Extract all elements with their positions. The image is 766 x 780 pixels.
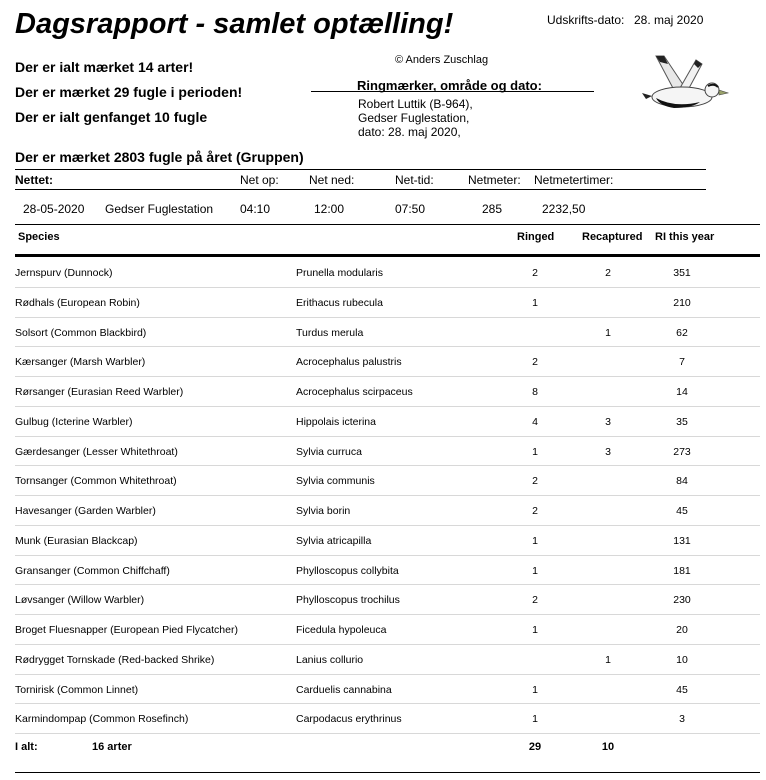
ringed-count: 1 [532,564,538,577]
latin-name: Prunella modularis [296,267,383,279]
ri-count: 84 [676,475,688,488]
total-label: I alt: [15,741,38,753]
net-time-header: Net-tid: [395,173,434,187]
ringed-count: 1 [532,445,538,458]
species-name: Jernspurv (Dunnock) [15,267,113,279]
species-name: Gulbug (Icterine Warbler) [15,415,133,428]
ringed-count: 2 [532,356,538,369]
ri-count: 45 [676,683,688,696]
latin-name: Ficedula hypoleuca [296,624,387,636]
latin-name: Carduelis cannabina [296,683,392,696]
ringed-count: 1 [532,713,538,726]
ri-count: 45 [676,505,688,517]
table-row [15,556,760,586]
ri-count: 230 [673,594,691,607]
latin-name: Sylvia communis [296,475,375,488]
ringed-count: 1 [532,624,538,636]
latin-name: Phylloscopus trochilus [296,594,400,607]
table-row [15,675,760,705]
ri-count: 273 [673,445,691,458]
year-total: Der er mærket 2803 fugle på året (Gruppen) [15,149,304,165]
divider [15,224,760,225]
latin-name: Hippolais icterina [296,415,376,428]
total-species: 16 arter [92,741,132,753]
total-recaptured: 10 [601,741,615,753]
net-up-header: Net op: [240,173,279,187]
divider [15,169,706,170]
ri-count: 20 [676,624,688,636]
recaptured-column-header: Recaptured [582,231,643,243]
divider [15,189,706,190]
ringed-column-header: Ringed [517,231,555,243]
total-ringed: 29 [528,741,542,753]
ri-count: 181 [673,564,691,577]
ri-count: 131 [673,534,691,547]
latin-name: Carpodacus erythrinus [296,713,402,726]
net-up-time: 04:10 [240,202,271,216]
table-row [15,615,760,645]
eider-duck-icon [634,50,730,114]
ri-count: 210 [673,296,691,309]
print-date-label: Udskrifts-dato: [547,13,625,27]
ri-count: 10 [676,653,688,666]
ringer-location: Gedser Fuglestation, [358,111,470,125]
ringed-count: 4 [532,415,538,428]
header-rule [15,254,760,257]
table-row [15,526,760,556]
latin-name: Acrocephalus palustris [296,356,402,369]
species-table [15,258,760,734]
ringed-count: 2 [532,475,538,488]
table-row [15,407,760,437]
net-down-header: Net ned: [309,173,355,187]
latin-name: Turdus merula [296,326,364,339]
species-name: Tornsanger (Common Whitethroat) [15,475,177,488]
recaptured-count: 3 [605,445,611,458]
species-name: Rødhals (European Robin) [15,296,140,309]
latin-name: Acrocephalus scirpaceus [296,386,413,398]
summary-recaptured: Der er ialt genfanget 10 fugle [15,109,208,125]
print-date: 28. maj 2020 [634,13,704,27]
ringer-date: dato: 28. maj 2020, [358,125,461,139]
latin-name: Sylvia atricapilla [296,534,372,547]
ri-count: 7 [679,356,685,369]
table-row [15,258,760,288]
net-meter-value: 285 [482,202,503,216]
recaptured-count: 1 [605,326,611,339]
species-name: Broget Fluesnapper (European Pied Flycatcher) [15,624,238,636]
species-name: Havesanger (Garden Warbler) [15,505,156,517]
ringed-count: 1 [532,683,538,696]
latin-name: Lanius collurio [296,653,364,666]
ri-count: 35 [676,415,688,428]
net-meter-header: Netmeter: [468,173,521,187]
species-name: Rørsanger (Eurasian Reed Warbler) [15,386,184,398]
ringed-count: 2 [532,267,538,279]
table-row [15,496,760,526]
divider [15,772,760,773]
species-name: Munk (Eurasian Blackcap) [15,534,138,547]
ri-count: 3 [679,713,685,726]
ri-column-header: RI this year [655,231,715,243]
ringed-count: 2 [532,505,538,517]
report-title: Dagsrapport - samlet optælling! [15,8,454,40]
recaptured-count: 3 [605,415,611,428]
net-down-time: 12:00 [314,202,345,216]
species-name: Gærdesanger (Lesser Whitethroat) [15,445,178,458]
recaptured-count: 2 [605,267,611,279]
table-row [15,347,760,377]
latin-name: Phylloscopus collybita [296,564,399,577]
species-name: Karmindompap (Common Rosefinch) [15,713,189,726]
table-row [15,704,760,734]
table-row [15,645,760,675]
species-name: Gransanger (Common Chiffchaff) [15,564,170,577]
species-name: Rødrygget Tornskade (Red-backed Shrike) [15,653,215,666]
net-date: 28-05-2020 [23,202,85,216]
species-name: Solsort (Common Blackbird) [15,326,147,339]
copyright-credit: © Anders Zuschlag [395,54,489,66]
summary-species-count: Der er ialt mærket 14 arter! [15,59,194,75]
latin-name: Sylvia borin [296,505,351,517]
ringer-name: Robert Luttik (B-964), [358,97,473,111]
latin-name: Sylvia curruca [296,445,362,458]
table-row [15,377,760,407]
species-name: Tornirisk (Common Linnet) [15,683,139,696]
table-row [15,466,760,496]
net-meter-hours-header: Netmetertimer: [534,173,614,187]
ringed-count: 8 [532,386,538,398]
summary-birds-marked: Der er mærket 29 fugle i perioden! [15,84,243,100]
ringer-heading: Ringmærker, område og dato: [357,78,542,93]
ri-count: 14 [676,386,688,398]
species-name: Løvsanger (Willow Warbler) [15,594,145,607]
table-row [15,437,760,467]
net-meter-hours-value: 2232,50 [542,202,586,216]
recaptured-count: 1 [605,653,611,666]
ri-count: 62 [676,326,688,339]
table-row [15,318,760,348]
net-duration: 07:50 [395,202,426,216]
table-row [15,585,760,615]
ringed-count: 2 [532,594,538,607]
net-header-label: Nettet: [15,173,53,187]
ringed-count: 1 [532,296,538,309]
table-row [15,288,760,318]
net-location: Gedser Fuglestation [105,202,214,216]
ri-count: 351 [673,267,691,279]
species-name: Kærsanger (Marsh Warbler) [15,356,146,369]
latin-name: Erithacus rubecula [296,296,383,309]
ringed-count: 1 [532,534,538,547]
species-column-header: Species [18,231,60,243]
ringer-heading-rule [311,91,594,92]
